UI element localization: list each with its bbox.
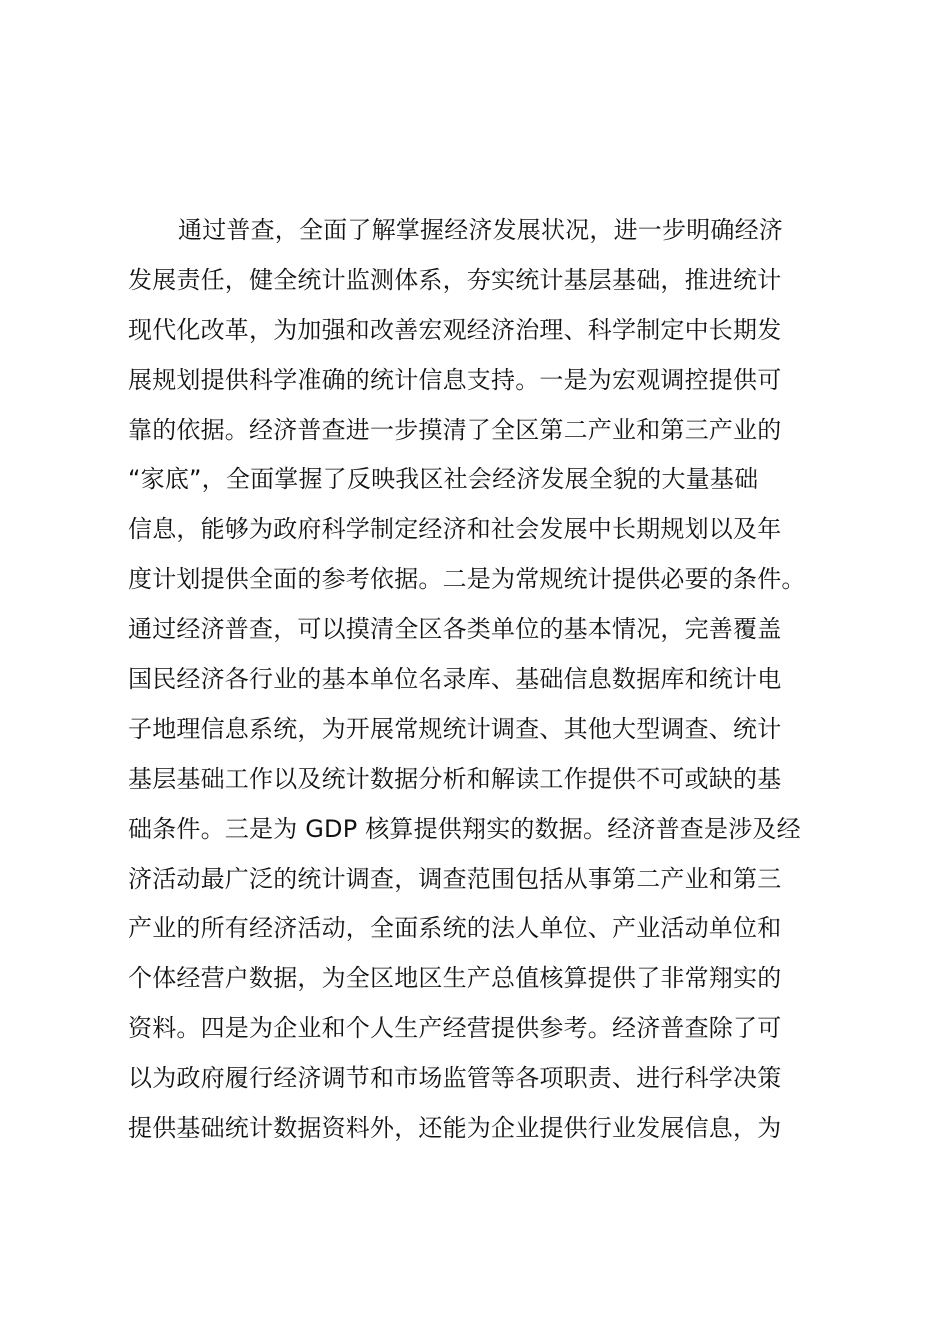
paragraph-line: 济活动最广泛的统计调查，调查范围包括从事第二产业和第三 <box>128 864 782 893</box>
paragraph-line: 靠的依据。经济普查进一步摸清了全区第二产业和第三产业的 <box>128 415 782 444</box>
paragraph-line: 信息，能够为政府科学制定经济和社会发展中长期规划以及年 <box>128 515 782 544</box>
paragraph-line: 子地理信息系统，为开展常规统计调查、其他大型调查、统计 <box>128 714 782 743</box>
body-paragraph <box>128 206 838 1154</box>
paragraph-line: 产业的所有经济活动，全面系统的法人单位、产业活动单位和 <box>128 914 782 943</box>
paragraph-line: 发展责任，健全统计监测体系，夯实统计基层基础，推进统计 <box>128 265 782 294</box>
paragraph-line: 础条件。三是为 GDP 核算提供翔实的数据。经济普查是涉及经 <box>128 814 801 843</box>
paragraph-line: 以为政府履行经济调节和市场监管等各项职责、进行科学决策 <box>128 1064 782 1093</box>
paragraph-line: 展规划提供科学准确的统计信息支持。一是为宏观调控提供可 <box>128 365 782 394</box>
paragraph-line: 现代化改革，为加强和改善宏观经济治理、科学制定中长期发 <box>128 315 782 344</box>
paragraph-line: 个体经营户数据，为全区地区生产总值核算提供了非常翔实的 <box>128 964 782 993</box>
paragraph-line: 基层基础工作以及统计数据分析和解读工作提供不可或缺的基 <box>128 764 782 793</box>
paragraph-line: 提供基础统计数据资料外，还能为企业提供行业发展信息，为 <box>128 1114 782 1143</box>
paragraph-line: 通过经济普查，可以摸清全区各类单位的基本情况，完善覆盖 <box>128 615 782 644</box>
paragraph-line: 通过普查，全面了解掌握经济发展状况，进一步明确经济 <box>178 216 783 244</box>
paragraph-line: 国民经济各行业的基本单位名录库、基础信息数据库和统计电 <box>128 665 782 694</box>
paragraph-line: “家底”，全面掌握了反映我区社会经济发展全貌的大量基础 <box>128 465 759 494</box>
paragraph-line: 资料。四是为企业和个人生产经营提供参考。经济普查除了可 <box>128 1014 782 1043</box>
paragraph-line: 度计划提供全面的参考依据。二是为常规统计提供必要的条件。 <box>128 565 806 594</box>
